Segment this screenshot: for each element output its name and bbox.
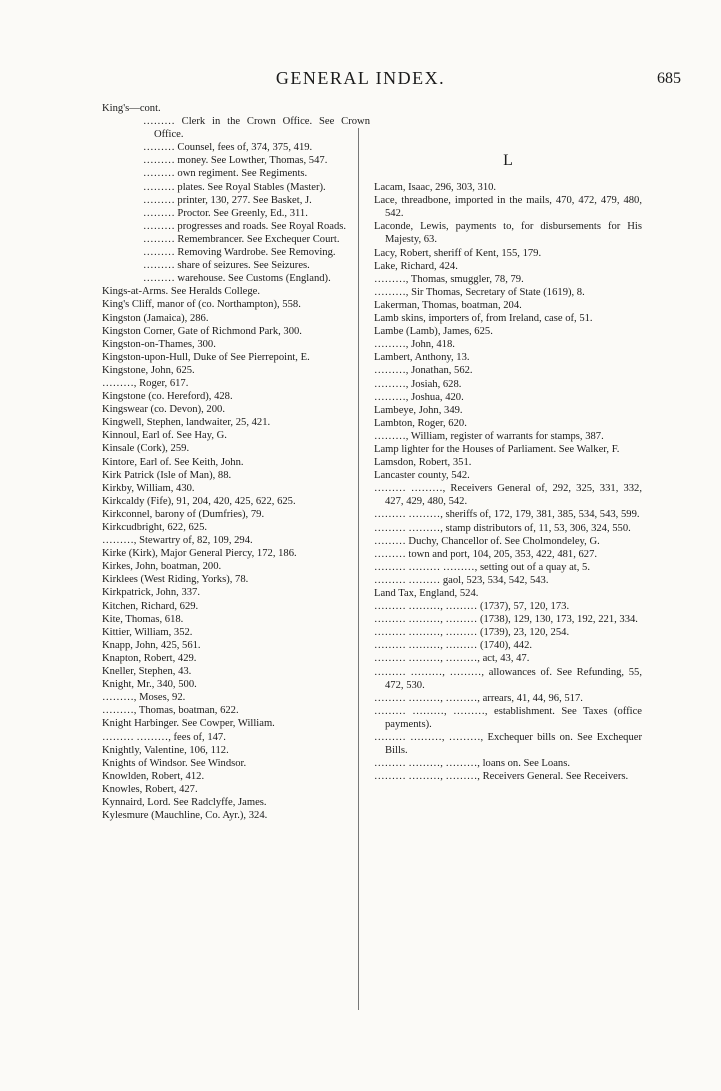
index-entry: ……… Proctor. See Greenly, Ed., 311. <box>143 207 308 219</box>
index-entry: ……… ………, stamp distributors of, 11, 53, 306, 324, 550. <box>374 522 631 534</box>
index-entry: ………, Jonathan, 562. <box>374 365 473 377</box>
index-entry: Lamsdon, Robert, 351. <box>374 457 472 469</box>
index-entry: Kirkpatrick, John, 337. <box>102 587 200 599</box>
index-entry: ………, Moses, 92. <box>102 692 186 704</box>
index-entry: ………, Josiah, 628. <box>374 378 462 390</box>
index-entry: Kingston Corner, Gate of Richmond Park, 300. <box>102 325 302 337</box>
index-entry: Lakerman, Thomas, boatman, 204. <box>374 299 522 311</box>
index-entry: ……… ………, ………, establishment. See Taxes (office payments). <box>374 705 642 730</box>
index-column-left <box>102 102 370 822</box>
index-entry: King's—cont. <box>102 103 161 114</box>
index-entry: Lake, Richard, 424. <box>374 260 458 272</box>
index-entry: Lancaster county, 542. <box>374 470 470 482</box>
index-entry: Kingston-on-Thames, 300. <box>102 338 216 350</box>
index-entry: Kingswear (co. Devon), 200. <box>102 404 225 416</box>
index-entry: ……… warehouse. See Customs (England). <box>143 273 331 285</box>
index-entry: ……… town and port, 104, 205, 353, 422, 481, 627. <box>374 548 598 560</box>
index-entry: ……… progresses and roads. See Royal Roads. <box>143 220 347 232</box>
index-entry: ……… own regiment. See Regiments. <box>143 168 308 180</box>
index-entry: Kingstone (co. Hereford), 428. <box>102 391 233 403</box>
index-entry: Knapp, John, 425, 561. <box>102 639 201 651</box>
index-entry: ……… ………, ……… (1737), 57, 120, 173. <box>374 601 570 613</box>
index-entry: Kingwell, Stephen, landwaiter, 25, 421. <box>102 417 271 429</box>
index-entry: ……… ………, ………, loans on. See Loans. <box>374 758 570 770</box>
index-entry: Kirkconnel, barony of (Dumfries), 79. <box>102 508 265 520</box>
index-entry: Kylesmure (Mauchline, Co. Ayr.), 324. <box>102 810 268 822</box>
index-entry: ……… ………, ……… (1739), 23, 120, 254. <box>374 627 570 639</box>
index-entry: Kneller, Stephen, 43. <box>102 666 192 678</box>
index-entry: ………, John, 418. <box>374 339 455 351</box>
index-entry: Land Tax, England, 524. <box>374 588 479 599</box>
index-entry: ……… ………, ………, Exchequer bills on. See Exchequer Bills. <box>374 732 642 757</box>
index-entry: Kynnaird, Lord. See Radclyffe, James. <box>102 796 267 808</box>
index-entry: Lambert, Anthony, 13. <box>374 352 470 364</box>
index-entry: Kite, Thomas, 618. <box>102 613 184 625</box>
index-entry: Lambton, Roger, 620. <box>374 417 467 429</box>
index-entry: King's Cliff, manor of (co. Northampton), 558. <box>102 299 301 311</box>
index-entry: ……… share of seizures. See Seizures. <box>143 260 310 272</box>
index-entry: ………, Stewartry of, 82, 109, 294. <box>102 535 253 547</box>
index-entry: ……… ………, ………, allowances of. See Refunding, 55, 472, 530. <box>374 666 642 691</box>
index-entry: Knight Harbinger. See Cowper, William. <box>102 718 275 730</box>
index-entry: Kinnoul, Earl of. See Hay, G. <box>102 430 227 442</box>
index-entry: ……… Duchy, Chancellor of. See Cholmondeley, G. <box>374 535 600 547</box>
index-entry: ……… ……… gaol, 523, 534, 542, 543. <box>374 574 549 586</box>
index-entry: Kirke (Kirk), Major General Piercy, 172, 186. <box>102 548 297 560</box>
index-entry: ……… ………, fees of, 147. <box>102 731 226 743</box>
index-entry: Kinsale (Cork), 259. <box>102 443 190 455</box>
index-entry: ……… ………, ………, Receivers General. See Receivers. <box>374 771 629 783</box>
index-entry: Kitchen, Richard, 629. <box>102 600 199 612</box>
index-entry: Knight, Mr., 340, 500. <box>102 679 197 691</box>
index-entry: Lambeye, John, 349. <box>374 404 463 416</box>
page-header-title: GENERAL INDEX. <box>275 68 446 88</box>
index-entry: ……… ………, Receivers General of, 292, 325, 331, 332, 427, 429, 480, 542. <box>374 483 642 508</box>
index-entry: ………, Thomas, smuggler, 78, 79. <box>374 273 524 285</box>
index-entry: Kintore, Earl of. See Keith, John. <box>102 456 244 468</box>
index-entry: Kittier, William, 352. <box>102 626 193 638</box>
index-entry: Kirkcaldy (Fife), 91, 204, 420, 425, 622, 625. <box>102 495 296 507</box>
index-entry: ……… Counsel, fees of, 374, 375, 419. <box>143 142 313 154</box>
index-entry: ……… ……… ………, setting out of a quay at, 5. <box>374 561 590 573</box>
index-entry: Knapton, Robert, 429. <box>102 652 197 664</box>
index-entry: Knightly, Valentine, 106, 112. <box>102 744 229 756</box>
index-entry: ………, Sir Thomas, Secretary of State (1619), 8. <box>374 286 585 298</box>
index-entry: Kingstone, John, 625. <box>102 364 195 376</box>
index-entry: Lacam, Isaac, 296, 303, 310. <box>374 182 497 194</box>
index-entry: Kings-at-Arms. See Heralds College. <box>102 286 260 298</box>
index-entry: Laconde, Lewis, payments to, for disbursements for His Majesty, 63. <box>374 221 642 246</box>
index-entry: ……… money. See Lowther, Thomas, 547. <box>143 155 328 167</box>
index-entry: Knowlden, Robert, 412. <box>102 770 205 782</box>
index-entry: ………, Joshua, 420. <box>374 391 464 403</box>
index-column-right <box>374 102 642 783</box>
index-entry: ………, Thomas, boatman, 622. <box>102 705 239 717</box>
index-entry: Kirkes, John, boatman, 200. <box>102 561 222 573</box>
index-entry: Lamb skins, importers of, from Ireland, case of, 51. <box>374 313 593 325</box>
index-entry: ……… ………, sheriffs of, 172, 179, 381, 385, 534, 543, 599. <box>374 509 640 521</box>
index-entry: ………, Roger, 617. <box>102 377 189 389</box>
index-entry: Kirk Patrick (Isle of Man), 88. <box>102 469 232 481</box>
index-entry: Kingston-upon-Hull, Duke of See Pierrepoint, E. <box>102 351 310 363</box>
index-entry: Knights of Windsor. See Windsor. <box>102 757 247 769</box>
index-entry: Kingston (Jamaica), 286. <box>102 312 209 324</box>
index-entry: Lacy, Robert, sheriff of Kent, 155, 179. <box>374 247 542 259</box>
index-entry: ……… ………, ……… (1740), 442. <box>374 640 533 652</box>
index-entry: Kirkcudbright, 622, 625. <box>102 522 208 533</box>
index-entry: ……… ………, ………, act, 43, 47. <box>374 653 530 665</box>
index-entry: ……… printer, 130, 277. See Basket, J. <box>143 194 312 206</box>
index-entry: ……… plates. See Royal Stables (Master). <box>143 181 326 193</box>
section-letter: L <box>503 152 513 169</box>
index-entry: Lamp lighter for the Houses of Parliament. See Walker, F. <box>374 443 620 455</box>
index-entry: Lambe (Lamb), James, 625. <box>374 326 493 338</box>
index-entry: ……… ………, ……… (1738), 129, 130, 173, 192, 221, 334. <box>374 614 638 626</box>
index-entry: ……… ………, ………, arrears, 41, 44, 96, 517. <box>374 692 583 704</box>
index-entry: Knowles, Robert, 427. <box>102 783 198 795</box>
index-entry: Lace, threadbone, imported in the mails, 470, 472, 479, 480, 542. <box>374 195 642 220</box>
index-entry: Kirklees (West Riding, Yorks), 78. <box>102 574 249 586</box>
page-number: 685 <box>657 70 681 87</box>
index-entry: ………, William, register of warrants for stamps, 387. <box>374 430 604 442</box>
index-entry: Kirkby, William, 430. <box>102 482 195 494</box>
index-entry: ……… Clerk in the Crown Office. See Crown Office. <box>143 116 370 141</box>
index-entry: ……… Remembrancer. See Exchequer Court. <box>143 233 340 245</box>
index-entry: ……… Removing Wardrobe. See Removing. <box>143 247 336 259</box>
